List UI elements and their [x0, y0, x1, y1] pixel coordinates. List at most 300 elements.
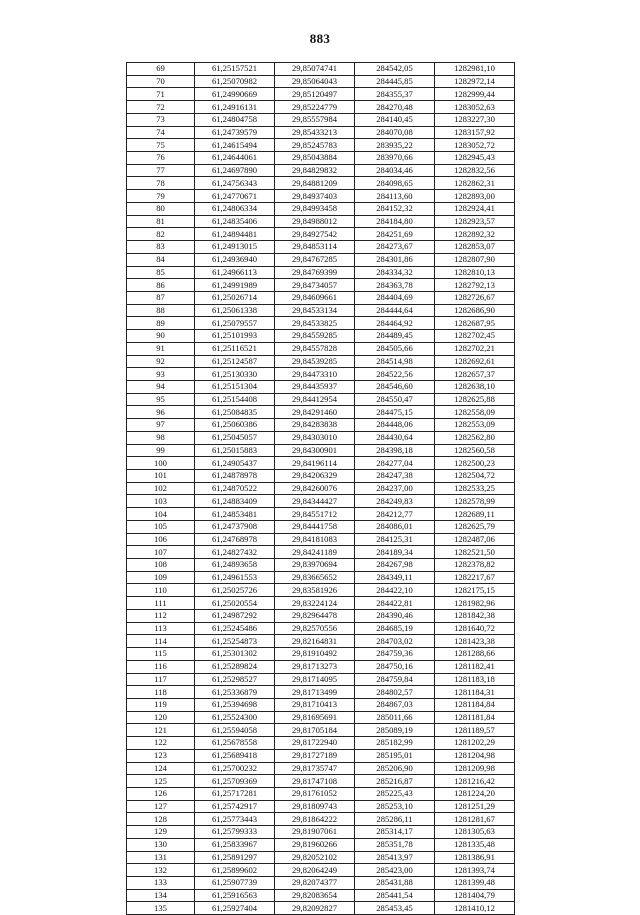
longitude-cell: 29,83970694 — [275, 559, 355, 572]
table-row — [127, 266, 515, 279]
point-number-cell: 102 — [127, 482, 195, 495]
longitude-cell: 29,84609661 — [275, 291, 355, 304]
y-coordinate-cell: 1283227,30 — [435, 113, 515, 126]
longitude-cell: 29,85120497 — [275, 88, 355, 101]
longitude-cell: 29,82964478 — [275, 609, 355, 622]
latitude-cell: 61,25060386 — [195, 419, 275, 432]
table-row — [127, 584, 515, 597]
table-row — [127, 762, 515, 775]
latitude-cell: 61,25289824 — [195, 660, 275, 673]
table-row — [127, 775, 515, 788]
table-row — [127, 253, 515, 266]
point-number-cell: 85 — [127, 266, 195, 279]
point-number-cell: 101 — [127, 470, 195, 483]
y-coordinate-cell: 1281181,84 — [435, 711, 515, 724]
x-coordinate-cell: 284152,32 — [355, 202, 435, 215]
y-coordinate-cell: 1281204,98 — [435, 749, 515, 762]
latitude-cell: 61,25336879 — [195, 686, 275, 699]
table-row — [127, 470, 515, 483]
longitude-cell: 29,84559285 — [275, 330, 355, 343]
latitude-cell: 61,25301302 — [195, 648, 275, 661]
point-number-cell: 109 — [127, 571, 195, 584]
longitude-cell: 29,84473310 — [275, 368, 355, 381]
point-number-cell: 118 — [127, 686, 195, 699]
x-coordinate-cell: 284247,38 — [355, 470, 435, 483]
point-number-cell: 89 — [127, 317, 195, 330]
x-coordinate-cell: 284273,67 — [355, 241, 435, 254]
point-number-cell: 130 — [127, 838, 195, 851]
longitude-cell: 29,85074741 — [275, 63, 355, 76]
latitude-cell: 61,25020554 — [195, 597, 275, 610]
table-row — [127, 787, 515, 800]
point-number-cell: 81 — [127, 215, 195, 228]
table-row — [127, 737, 515, 750]
table-row — [127, 851, 515, 864]
y-coordinate-cell: 1281224,20 — [435, 787, 515, 800]
longitude-cell: 29,84937403 — [275, 190, 355, 203]
point-number-cell: 91 — [127, 342, 195, 355]
x-coordinate-cell: 284404,69 — [355, 291, 435, 304]
table-row — [127, 419, 515, 432]
longitude-cell: 29,84927542 — [275, 228, 355, 241]
x-coordinate-cell: 284514,98 — [355, 355, 435, 368]
latitude-cell: 61,25700232 — [195, 762, 275, 775]
y-coordinate-cell: 1281640,72 — [435, 622, 515, 635]
table-row — [127, 113, 515, 126]
table-row — [127, 648, 515, 661]
y-coordinate-cell: 1282578,99 — [435, 495, 515, 508]
x-coordinate-cell: 284759,84 — [355, 673, 435, 686]
latitude-cell: 61,25524300 — [195, 711, 275, 724]
table-row — [127, 482, 515, 495]
point-number-cell: 113 — [127, 622, 195, 635]
point-number-cell: 90 — [127, 330, 195, 343]
latitude-cell: 61,25394698 — [195, 698, 275, 711]
x-coordinate-cell: 285351,78 — [355, 838, 435, 851]
y-coordinate-cell: 1281281,67 — [435, 813, 515, 826]
longitude-cell: 29,82570556 — [275, 622, 355, 635]
y-coordinate-cell: 1281209,98 — [435, 762, 515, 775]
point-number-cell: 110 — [127, 584, 195, 597]
x-coordinate-cell: 284430,64 — [355, 431, 435, 444]
x-coordinate-cell: 284750,16 — [355, 660, 435, 673]
longitude-cell: 29,84881209 — [275, 177, 355, 190]
latitude-cell: 61,25026714 — [195, 291, 275, 304]
y-coordinate-cell: 1281184,84 — [435, 698, 515, 711]
latitude-cell: 61,24961553 — [195, 571, 275, 584]
point-number-cell: 127 — [127, 800, 195, 813]
y-coordinate-cell: 1282702,45 — [435, 330, 515, 343]
coordinates-table — [126, 62, 515, 915]
x-coordinate-cell: 284086,01 — [355, 520, 435, 533]
y-coordinate-cell: 1282892,32 — [435, 228, 515, 241]
latitude-cell: 61,24737908 — [195, 520, 275, 533]
y-coordinate-cell: 1283052,72 — [435, 139, 515, 152]
longitude-cell: 29,84241189 — [275, 546, 355, 559]
y-coordinate-cell: 1281399,48 — [435, 877, 515, 890]
latitude-cell: 61,24987292 — [195, 609, 275, 622]
longitude-cell: 29,83665652 — [275, 571, 355, 584]
x-coordinate-cell: 284390,46 — [355, 609, 435, 622]
latitude-cell: 61,25594058 — [195, 724, 275, 737]
table-row — [127, 495, 515, 508]
longitude-cell: 29,84441758 — [275, 520, 355, 533]
latitude-cell: 61,24913015 — [195, 241, 275, 254]
longitude-cell: 29,84181083 — [275, 533, 355, 546]
table-row — [127, 749, 515, 762]
x-coordinate-cell: 284277,04 — [355, 457, 435, 470]
x-coordinate-cell: 284448,06 — [355, 419, 435, 432]
longitude-cell: 29,81713499 — [275, 686, 355, 699]
y-coordinate-cell: 1282832,56 — [435, 164, 515, 177]
point-number-cell: 96 — [127, 406, 195, 419]
longitude-cell: 29,81910492 — [275, 648, 355, 661]
y-coordinate-cell: 1281423,38 — [435, 635, 515, 648]
table-row — [127, 826, 515, 839]
table-row — [127, 597, 515, 610]
point-number-cell: 75 — [127, 139, 195, 152]
latitude-cell: 61,25689418 — [195, 749, 275, 762]
x-coordinate-cell: 284270,48 — [355, 101, 435, 114]
longitude-cell: 29,84303010 — [275, 431, 355, 444]
x-coordinate-cell: 284184,80 — [355, 215, 435, 228]
x-coordinate-cell: 284237,00 — [355, 482, 435, 495]
table-row — [127, 190, 515, 203]
longitude-cell: 29,82052102 — [275, 851, 355, 864]
point-number-cell: 131 — [127, 851, 195, 864]
latitude-cell: 61,25833967 — [195, 838, 275, 851]
x-coordinate-cell: 284759,36 — [355, 648, 435, 661]
point-number-cell: 123 — [127, 749, 195, 762]
point-number-cell: 120 — [127, 711, 195, 724]
latitude-cell: 61,24697890 — [195, 164, 275, 177]
point-number-cell: 112 — [127, 609, 195, 622]
x-coordinate-cell: 284070,08 — [355, 126, 435, 139]
longitude-cell: 29,82164831 — [275, 635, 355, 648]
latitude-cell: 61,24615494 — [195, 139, 275, 152]
x-coordinate-cell: 284334,32 — [355, 266, 435, 279]
x-coordinate-cell: 284475,15 — [355, 406, 435, 419]
latitude-cell: 61,24893658 — [195, 559, 275, 572]
x-coordinate-cell: 283935,22 — [355, 139, 435, 152]
y-coordinate-cell: 1281305,63 — [435, 826, 515, 839]
y-coordinate-cell: 1282853,07 — [435, 241, 515, 254]
x-coordinate-cell: 284445,85 — [355, 75, 435, 88]
longitude-cell: 29,84853114 — [275, 241, 355, 254]
longitude-cell: 29,81864222 — [275, 813, 355, 826]
x-coordinate-cell: 284363,78 — [355, 279, 435, 292]
longitude-cell: 29,85245783 — [275, 139, 355, 152]
table-row — [127, 177, 515, 190]
longitude-cell: 29,81713273 — [275, 660, 355, 673]
x-coordinate-cell: 284251,69 — [355, 228, 435, 241]
y-coordinate-cell: 1282687,95 — [435, 317, 515, 330]
point-number-cell: 77 — [127, 164, 195, 177]
latitude-cell: 61,25157521 — [195, 63, 275, 76]
y-coordinate-cell: 1282893,00 — [435, 190, 515, 203]
latitude-cell: 61,25891297 — [195, 851, 275, 864]
longitude-cell: 29,84206329 — [275, 470, 355, 483]
y-coordinate-cell: 1282945,43 — [435, 152, 515, 165]
latitude-cell: 61,24644061 — [195, 152, 275, 165]
latitude-cell: 61,25130330 — [195, 368, 275, 381]
x-coordinate-cell: 285182,99 — [355, 737, 435, 750]
latitude-cell: 61,24883409 — [195, 495, 275, 508]
latitude-cell: 61,25079557 — [195, 317, 275, 330]
page-number: 883 — [309, 31, 331, 46]
latitude-cell: 61,25116521 — [195, 342, 275, 355]
x-coordinate-cell: 284301,86 — [355, 253, 435, 266]
table-row — [127, 698, 515, 711]
y-coordinate-cell: 1283052,63 — [435, 101, 515, 114]
point-number-cell: 100 — [127, 457, 195, 470]
point-number-cell: 116 — [127, 660, 195, 673]
point-number-cell: 80 — [127, 202, 195, 215]
point-number-cell: 111 — [127, 597, 195, 610]
table-row — [127, 75, 515, 88]
x-coordinate-cell: 284546,60 — [355, 380, 435, 393]
latitude-cell: 61,24739579 — [195, 126, 275, 139]
y-coordinate-cell: 1282504,72 — [435, 470, 515, 483]
x-coordinate-cell: 284422,10 — [355, 584, 435, 597]
latitude-cell: 61,25678558 — [195, 737, 275, 750]
y-coordinate-cell: 1281404,79 — [435, 889, 515, 902]
point-number-cell: 88 — [127, 304, 195, 317]
x-coordinate-cell: 285423,00 — [355, 864, 435, 877]
y-coordinate-cell: 1282807,90 — [435, 253, 515, 266]
longitude-cell: 29,84539285 — [275, 355, 355, 368]
y-coordinate-cell: 1281202,29 — [435, 737, 515, 750]
table-row — [127, 800, 515, 813]
y-coordinate-cell: 1282562,80 — [435, 431, 515, 444]
x-coordinate-cell: 283970,66 — [355, 152, 435, 165]
point-number-cell: 133 — [127, 877, 195, 890]
point-number-cell: 129 — [127, 826, 195, 839]
latitude-cell: 61,24768978 — [195, 533, 275, 546]
point-number-cell: 106 — [127, 533, 195, 546]
longitude-cell: 29,85043884 — [275, 152, 355, 165]
y-coordinate-cell: 1282175,15 — [435, 584, 515, 597]
table-row — [127, 304, 515, 317]
table-row — [127, 330, 515, 343]
y-coordinate-cell: 1282521,50 — [435, 546, 515, 559]
y-coordinate-cell: 1282500,23 — [435, 457, 515, 470]
table-row — [127, 559, 515, 572]
point-number-cell: 86 — [127, 279, 195, 292]
x-coordinate-cell: 284802,57 — [355, 686, 435, 699]
table-row — [127, 279, 515, 292]
x-coordinate-cell: 284489,45 — [355, 330, 435, 343]
latitude-cell: 61,24894481 — [195, 228, 275, 241]
y-coordinate-cell: 1281184,31 — [435, 686, 515, 699]
y-coordinate-cell: 1282560,58 — [435, 444, 515, 457]
longitude-cell: 29,85064043 — [275, 75, 355, 88]
latitude-cell: 61,25101993 — [195, 330, 275, 343]
latitude-cell: 61,24853481 — [195, 508, 275, 521]
x-coordinate-cell: 285453,45 — [355, 902, 435, 915]
longitude-cell: 29,84435937 — [275, 380, 355, 393]
latitude-cell: 61,25899602 — [195, 864, 275, 877]
x-coordinate-cell: 284522,56 — [355, 368, 435, 381]
point-number-cell: 69 — [127, 63, 195, 76]
point-number-cell: 128 — [127, 813, 195, 826]
point-number-cell: 87 — [127, 291, 195, 304]
longitude-cell: 29,81727189 — [275, 749, 355, 762]
x-coordinate-cell: 284867,03 — [355, 698, 435, 711]
y-coordinate-cell: 1281842,38 — [435, 609, 515, 622]
longitude-cell: 29,81747108 — [275, 775, 355, 788]
point-number-cell: 82 — [127, 228, 195, 241]
longitude-cell: 29,84734057 — [275, 279, 355, 292]
longitude-cell: 29,81735747 — [275, 762, 355, 775]
table-row — [127, 609, 515, 622]
point-number-cell: 84 — [127, 253, 195, 266]
longitude-cell: 29,84260076 — [275, 482, 355, 495]
point-number-cell: 98 — [127, 431, 195, 444]
table-row — [127, 813, 515, 826]
table-row — [127, 202, 515, 215]
longitude-cell: 29,81907061 — [275, 826, 355, 839]
x-coordinate-cell: 284098,65 — [355, 177, 435, 190]
latitude-cell: 61,25154408 — [195, 393, 275, 406]
point-number-cell: 72 — [127, 101, 195, 114]
y-coordinate-cell: 1281335,48 — [435, 838, 515, 851]
x-coordinate-cell: 284550,47 — [355, 393, 435, 406]
table-row — [127, 533, 515, 546]
longitude-cell: 29,84300901 — [275, 444, 355, 457]
y-coordinate-cell: 1282625,79 — [435, 520, 515, 533]
table-row — [127, 889, 515, 902]
longitude-cell: 29,82092827 — [275, 902, 355, 915]
table-row — [127, 368, 515, 381]
table-row — [127, 457, 515, 470]
table-row — [127, 406, 515, 419]
point-number-cell: 71 — [127, 88, 195, 101]
x-coordinate-cell: 284125,31 — [355, 533, 435, 546]
y-coordinate-cell: 1282702,21 — [435, 342, 515, 355]
point-number-cell: 117 — [127, 673, 195, 686]
latitude-cell: 61,24990669 — [195, 88, 275, 101]
x-coordinate-cell: 284034,46 — [355, 164, 435, 177]
table-row — [127, 673, 515, 686]
latitude-cell: 61,25151304 — [195, 380, 275, 393]
point-number-cell: 73 — [127, 113, 195, 126]
point-number-cell: 122 — [127, 737, 195, 750]
latitude-cell: 61,24835406 — [195, 215, 275, 228]
longitude-cell: 29,81695691 — [275, 711, 355, 724]
longitude-cell: 29,85224779 — [275, 101, 355, 114]
table-row — [127, 724, 515, 737]
table-row — [127, 228, 515, 241]
table-row — [127, 101, 515, 114]
table-row — [127, 877, 515, 890]
table-row — [127, 444, 515, 457]
x-coordinate-cell: 285206,90 — [355, 762, 435, 775]
point-number-cell: 126 — [127, 787, 195, 800]
y-coordinate-cell: 1281183,18 — [435, 673, 515, 686]
table-row — [127, 711, 515, 724]
x-coordinate-cell: 284398,18 — [355, 444, 435, 457]
x-coordinate-cell: 284249,83 — [355, 495, 435, 508]
y-coordinate-cell: 1282217,67 — [435, 571, 515, 584]
latitude-cell: 61,25709369 — [195, 775, 275, 788]
longitude-cell: 29,81710413 — [275, 698, 355, 711]
latitude-cell: 61,24756343 — [195, 177, 275, 190]
table-row — [127, 317, 515, 330]
point-number-cell: 83 — [127, 241, 195, 254]
point-number-cell: 97 — [127, 419, 195, 432]
table-row — [127, 215, 515, 228]
y-coordinate-cell: 1282689,11 — [435, 508, 515, 521]
longitude-cell: 29,84993458 — [275, 202, 355, 215]
point-number-cell: 93 — [127, 368, 195, 381]
latitude-cell: 61,24806334 — [195, 202, 275, 215]
point-number-cell: 79 — [127, 190, 195, 203]
table-row — [127, 520, 515, 533]
y-coordinate-cell: 1281410,12 — [435, 902, 515, 915]
longitude-cell: 29,84291460 — [275, 406, 355, 419]
table-row — [127, 393, 515, 406]
point-number-cell: 105 — [127, 520, 195, 533]
longitude-cell: 29,82064249 — [275, 864, 355, 877]
table-row — [127, 380, 515, 393]
latitude-cell: 61,25254873 — [195, 635, 275, 648]
point-number-cell: 121 — [127, 724, 195, 737]
y-coordinate-cell: 1282999,44 — [435, 88, 515, 101]
latitude-cell: 61,24804758 — [195, 113, 275, 126]
x-coordinate-cell: 284267,98 — [355, 559, 435, 572]
latitude-cell: 61,25015883 — [195, 444, 275, 457]
latitude-cell: 61,24878978 — [195, 470, 275, 483]
table-row — [127, 291, 515, 304]
latitude-cell: 61,25742917 — [195, 800, 275, 813]
x-coordinate-cell: 284542,05 — [355, 63, 435, 76]
table-row — [127, 546, 515, 559]
x-coordinate-cell: 285286,11 — [355, 813, 435, 826]
longitude-cell: 29,81809743 — [275, 800, 355, 813]
longitude-cell: 29,83581926 — [275, 584, 355, 597]
point-number-cell: 132 — [127, 864, 195, 877]
longitude-cell: 29,81761052 — [275, 787, 355, 800]
latitude-cell: 61,25717281 — [195, 787, 275, 800]
x-coordinate-cell: 284355,37 — [355, 88, 435, 101]
table-row — [127, 152, 515, 165]
table-row — [127, 241, 515, 254]
x-coordinate-cell: 284703,02 — [355, 635, 435, 648]
y-coordinate-cell: 1283157,92 — [435, 126, 515, 139]
x-coordinate-cell: 284505,66 — [355, 342, 435, 355]
y-coordinate-cell: 1281982,96 — [435, 597, 515, 610]
latitude-cell: 61,24827432 — [195, 546, 275, 559]
x-coordinate-cell: 285441,54 — [355, 889, 435, 902]
latitude-cell: 61,25084835 — [195, 406, 275, 419]
x-coordinate-cell: 284444,64 — [355, 304, 435, 317]
y-coordinate-cell: 1282625,88 — [435, 393, 515, 406]
point-number-cell: 95 — [127, 393, 195, 406]
y-coordinate-cell: 1281251,29 — [435, 800, 515, 813]
x-coordinate-cell: 284349,11 — [355, 571, 435, 584]
latitude-cell: 61,24905437 — [195, 457, 275, 470]
y-coordinate-cell: 1281182,41 — [435, 660, 515, 673]
x-coordinate-cell: 284140,45 — [355, 113, 435, 126]
y-coordinate-cell: 1282862,31 — [435, 177, 515, 190]
longitude-cell: 29,81705184 — [275, 724, 355, 737]
table-row — [127, 63, 515, 76]
longitude-cell: 29,84533134 — [275, 304, 355, 317]
table-row — [127, 139, 515, 152]
longitude-cell: 29,82074377 — [275, 877, 355, 890]
y-coordinate-cell: 1281386,91 — [435, 851, 515, 864]
